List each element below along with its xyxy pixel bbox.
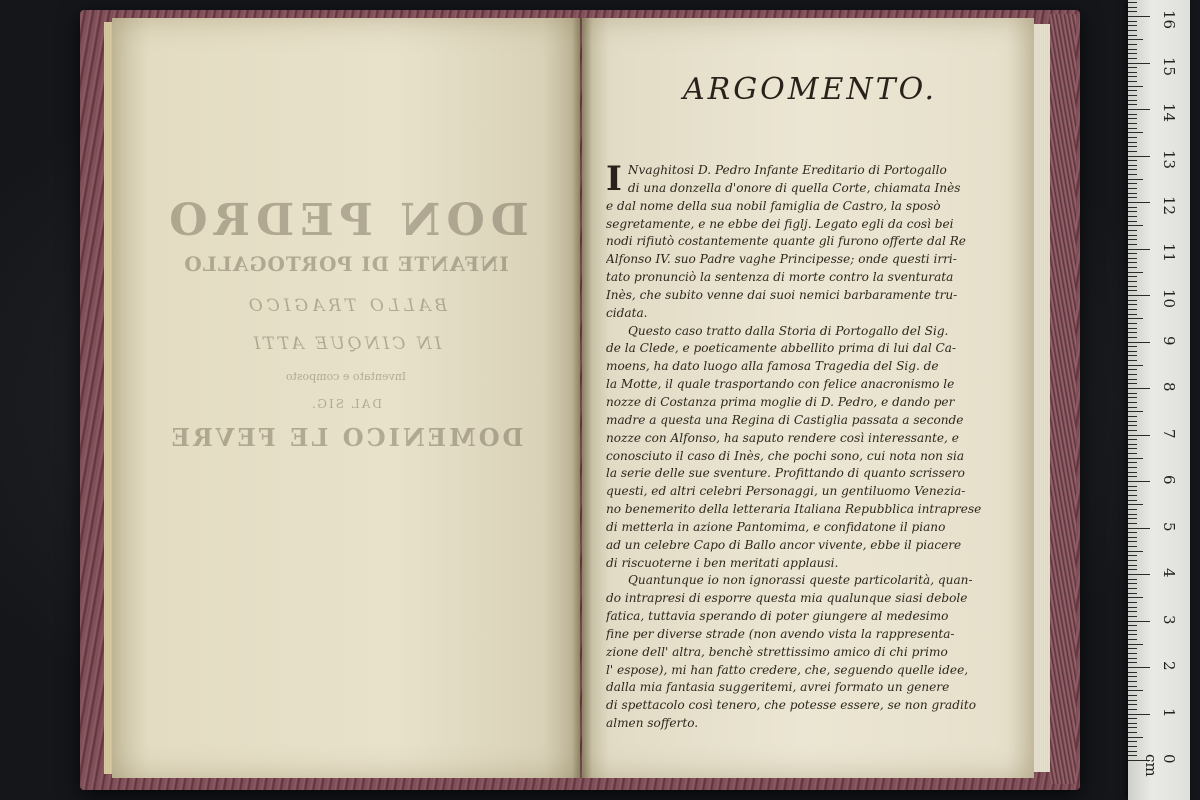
text-line: dalla mia fantasia suggeritemi, avrei formato un genere — [606, 680, 950, 695]
ruler-tick — [1128, 58, 1137, 59]
ruler-tick — [1128, 355, 1137, 356]
measuring-ruler — [1128, 0, 1190, 800]
ruler-tick — [1128, 653, 1137, 654]
ruler-tick — [1128, 49, 1137, 50]
ruler-tick — [1128, 700, 1137, 701]
text-line: tato pronunciò la sentenza di morte contro la sventurata — [606, 270, 954, 285]
ruler-tick — [1128, 169, 1137, 170]
ruler-tick — [1128, 39, 1143, 40]
ruler-tick — [1128, 411, 1143, 412]
ruler-number: 3 — [1160, 614, 1178, 625]
ruler-tick — [1128, 532, 1137, 533]
ruler-tick — [1128, 337, 1137, 338]
ruler-tick — [1128, 295, 1150, 296]
page-heading: ARGOMENTO. — [682, 72, 938, 107]
ruler-tick — [1128, 21, 1137, 22]
bleed-through-title — [112, 195, 580, 452]
text-line: ad un celebre Capo di Ballo ancor vivente, ebbe il piacere — [606, 537, 962, 552]
ruler-tick — [1128, 718, 1137, 719]
ruler-tick — [1128, 425, 1137, 426]
ruler-tick — [1128, 737, 1143, 738]
ruler-tick — [1128, 430, 1137, 431]
bleed-line: INFANTE DI PORTOGALLO — [183, 252, 509, 276]
ruler-tick — [1128, 667, 1150, 668]
ruler-tick — [1128, 458, 1143, 459]
ruler-tick — [1128, 104, 1137, 105]
ruler-tick — [1128, 290, 1137, 291]
ruler-tick — [1128, 741, 1137, 742]
ruler-tick — [1128, 253, 1137, 254]
ruler-tick — [1128, 202, 1150, 203]
ruler-tick — [1128, 30, 1137, 31]
ruler-tick — [1128, 239, 1137, 240]
ruler-tick — [1128, 379, 1137, 380]
ruler-tick — [1128, 588, 1137, 589]
text-line: moens, ha dato luogo alla famosa Tragedia del Sig. de — [606, 359, 939, 374]
ruler-tick — [1128, 467, 1137, 468]
ruler-tick — [1128, 723, 1137, 724]
ruler-tick — [1128, 597, 1143, 598]
bleed-line: DAL SIG. — [310, 397, 383, 411]
ruler-tick — [1128, 300, 1137, 301]
ruler-tick — [1128, 537, 1137, 538]
ruler-tick — [1128, 44, 1137, 45]
ruler-tick — [1128, 435, 1150, 436]
ruler-tick — [1128, 658, 1137, 659]
ruler-tick — [1128, 95, 1137, 96]
bleed-line: IN CINQUE ATTI — [250, 334, 442, 354]
ruler-tick — [1128, 328, 1137, 329]
ruler-tick — [1128, 462, 1137, 463]
ruler-tick — [1128, 276, 1137, 277]
ruler-tick — [1128, 332, 1137, 333]
ruler-tick — [1128, 230, 1137, 231]
ruler-number: 2 — [1160, 661, 1178, 671]
ruler-tick — [1128, 165, 1137, 166]
text-line: di una donzella d'onore di quella Corte, chiamata Inès — [627, 180, 961, 195]
text-line: Nvaghitosi D. Pedro Infante Ereditario di Portogallo — [627, 163, 947, 177]
ruler-tick — [1128, 481, 1150, 482]
ruler-number: 13 — [1160, 149, 1178, 169]
body-text — [606, 159, 1020, 733]
ruler-tick — [1128, 704, 1137, 705]
ruler-tick — [1128, 25, 1137, 26]
ruler-tick — [1128, 137, 1137, 138]
book-cover-edge — [1050, 14, 1076, 784]
ruler-tick — [1128, 72, 1137, 73]
ruler-number: 9 — [1160, 335, 1178, 346]
ruler-tick — [1128, 509, 1137, 510]
ruler-tick — [1128, 346, 1137, 347]
ruler-tick — [1128, 574, 1150, 575]
ruler-tick — [1128, 221, 1137, 222]
ruler-tick — [1128, 53, 1137, 54]
ruler-tick — [1128, 630, 1137, 631]
ruler-tick — [1128, 625, 1137, 626]
ruler-tick — [1128, 583, 1137, 584]
ruler-tick — [1128, 500, 1137, 501]
ruler-tick — [1128, 639, 1137, 640]
bleed-line: DON PEDRO — [163, 195, 529, 246]
ruler-number: 8 — [1160, 382, 1178, 392]
ruler-tick — [1128, 695, 1137, 696]
ruler-tick — [1128, 528, 1150, 529]
ruler-tick — [1128, 755, 1137, 756]
ruler-tick — [1128, 365, 1143, 366]
text-line: no benemerito della letteraria Italiana Repubblica intraprese — [606, 502, 982, 517]
ruler-tick — [1128, 672, 1137, 673]
ruler-tick — [1128, 551, 1143, 552]
ruler-number: 14 — [1160, 103, 1178, 123]
ruler-tick — [1128, 514, 1137, 515]
ruler-tick — [1128, 541, 1137, 542]
ruler-tick — [1128, 402, 1137, 403]
ruler-tick — [1128, 648, 1137, 649]
ruler-tick — [1128, 686, 1137, 687]
ruler-tick — [1128, 607, 1137, 608]
ruler-tick — [1128, 286, 1137, 287]
ruler-tick — [1128, 504, 1143, 505]
ruler-tick — [1128, 151, 1137, 152]
ruler-tick — [1128, 714, 1150, 715]
ruler-tick — [1128, 727, 1137, 728]
ruler-tick — [1128, 746, 1137, 747]
drop-cap: I — [606, 159, 622, 199]
ruler-tick — [1128, 211, 1137, 212]
ruler-tick — [1128, 602, 1137, 603]
ruler-tick — [1128, 114, 1137, 115]
ruler-tick — [1128, 179, 1143, 180]
text-line: questi, ed altri celebri Personaggi, un gentiluomo Venezia- — [606, 484, 966, 499]
text-line: di riscuoterne i ben meritati applausi. — [606, 555, 839, 570]
ruler-tick — [1128, 681, 1137, 682]
ruler-number: 16 — [1160, 10, 1178, 30]
ruler-tick — [1128, 579, 1137, 580]
ruler-tick — [1128, 393, 1137, 394]
text-line: Inès, che subito venne dai suoi nemici barbaramente tru- — [606, 287, 958, 302]
ruler-tick — [1128, 593, 1137, 594]
ruler-tick — [1128, 560, 1137, 561]
ruler-tick — [1128, 225, 1143, 226]
ruler-tick — [1128, 472, 1137, 473]
ruler-tick — [1128, 118, 1137, 119]
ruler-tick — [1128, 156, 1150, 157]
ruler-tick — [1128, 193, 1137, 194]
ruler-tick — [1128, 267, 1137, 268]
ruler-tick — [1128, 662, 1137, 663]
ruler-number: 6 — [1160, 475, 1178, 485]
ruler-number: 0 cm — [1142, 754, 1178, 777]
text-line: zione dell' altra, benchè strettissimo amico di chi primo — [606, 644, 948, 659]
bleed-line: BALLO TRAGICO — [244, 296, 448, 316]
bleed-line: Inventato e composto — [285, 370, 407, 383]
ruler-tick — [1128, 207, 1137, 208]
ruler-number: 11 — [1160, 242, 1178, 262]
ruler-tick — [1128, 35, 1137, 36]
ruler-tick — [1128, 388, 1150, 389]
ruler-number: 15 — [1160, 56, 1178, 76]
ruler-tick — [1128, 109, 1150, 110]
ruler-tick — [1128, 555, 1137, 556]
ruler-tick — [1128, 634, 1137, 635]
ruler-tick — [1128, 439, 1137, 440]
ruler-tick — [1128, 314, 1137, 315]
ruler-tick — [1128, 518, 1137, 519]
ruler-tick — [1128, 732, 1137, 733]
ruler-tick — [1128, 453, 1137, 454]
ruler-tick — [1128, 444, 1137, 445]
text-line: nozze con Alfonso, ha saputo rendere così interessante, e — [606, 430, 959, 445]
ruler-number: 12 — [1160, 196, 1178, 216]
ruler-tick — [1128, 611, 1137, 612]
ruler-tick — [1128, 565, 1137, 566]
text-line: di metterla in azione Pantomima, e confidatone il piano — [606, 519, 946, 534]
ruler-tick — [1128, 188, 1137, 189]
ruler-number: 7 — [1160, 428, 1178, 439]
text-line: Questo caso tratto dalla Storia di Portogallo del Sig. — [628, 323, 949, 338]
ruler-tick — [1128, 262, 1137, 263]
ruler-tick — [1128, 258, 1137, 259]
text-line: nozze di Costanza prima moglie di D. Pedro, e dando per — [606, 394, 955, 409]
text-line: l' espose), mi han fatto credere, che, seguendo quelle idee, — [606, 662, 969, 677]
ruler-tick — [1128, 100, 1137, 101]
ruler-number: 1 — [1160, 707, 1178, 718]
bleed-line: DOMENICO LE FEVRE — [168, 423, 524, 452]
ruler-tick — [1128, 407, 1137, 408]
ruler-tick — [1128, 318, 1143, 319]
ruler-number: 5 — [1160, 521, 1178, 532]
ruler-tick — [1128, 81, 1137, 82]
ruler-tick — [1128, 123, 1137, 124]
ruler-tick — [1128, 644, 1143, 645]
ruler-tick — [1128, 67, 1137, 68]
ruler-tick — [1128, 160, 1137, 161]
ruler-tick — [1128, 142, 1137, 143]
text-line: Quantunque io non ignorassi queste particolarità, quan- — [628, 573, 973, 588]
text-line: conosciuto il caso di Inès, che pochi sono, cui nota non sia — [606, 448, 965, 463]
ruler-tick — [1128, 751, 1137, 752]
ruler-tick — [1128, 90, 1137, 91]
ruler-tick — [1128, 216, 1137, 217]
ruler-tick — [1128, 616, 1137, 617]
ruler-tick — [1128, 569, 1137, 570]
ruler-tick — [1128, 523, 1137, 524]
text-line: e dal nome della sua nobil famiglia de Castro, la sposò — [606, 198, 941, 213]
text-line: madre a questa una Regina di Castiglia passata a seconde — [606, 412, 964, 427]
ruler-tick — [1128, 621, 1150, 622]
text-line: fine per diverse strade (non avendo vista la rappresenta- — [606, 626, 955, 641]
ruler-tick — [1128, 132, 1143, 133]
ruler-tick — [1128, 281, 1137, 282]
ruler-tick — [1128, 63, 1150, 64]
ruler-tick — [1128, 546, 1137, 547]
ruler-tick — [1128, 11, 1137, 12]
ruler-tick — [1128, 490, 1137, 491]
ruler-tick — [1128, 128, 1137, 129]
ruler-tick — [1128, 374, 1137, 375]
ruler-tick — [1128, 76, 1137, 77]
text-line: de la Clede, e poeticamente abbellito prima di lui dal Ca- — [606, 341, 957, 356]
ruler-tick — [1128, 351, 1137, 352]
ruler-tick — [1128, 360, 1137, 361]
text-line: Alfonso IV. suo Padre vaghe Principesse; onde questi irri- — [606, 252, 957, 267]
ruler-tick — [1128, 183, 1137, 184]
ruler-tick — [1128, 309, 1137, 310]
ruler-tick — [1128, 86, 1143, 87]
text-line: do intrapresi di esporre questa mia qualunque siasi debole — [606, 591, 968, 606]
ruler-tick — [1128, 146, 1137, 147]
text-line: fatica, tuttavia sperando di poter giungere al medesimo — [606, 609, 949, 624]
ruler-tick — [1128, 397, 1137, 398]
text-line: segretamente, e ne ebbe dei figlj. Legato egli da così bei — [606, 216, 954, 231]
text-line: la Motte, il quale trasportando con felice anacronismo le — [606, 377, 955, 392]
ruler-tick — [1128, 272, 1143, 273]
ruler-tick — [1128, 690, 1143, 691]
text-line: nodi rifiutò costantemente quante gli furono offerte dal Re — [606, 234, 966, 249]
ruler-tick — [1128, 244, 1137, 245]
ruler-number: 4 — [1160, 568, 1178, 578]
ruler-tick — [1128, 676, 1137, 677]
ruler-tick — [1128, 476, 1137, 477]
ruler-tick — [1128, 323, 1137, 324]
ruler-tick — [1128, 197, 1137, 198]
ruler-tick — [1128, 7, 1137, 8]
ruler-tick — [1128, 235, 1137, 236]
text-line: la serie delle sue sventure. Profittando di quanto scrissero — [606, 466, 965, 481]
ruler-tick — [1128, 369, 1137, 370]
ruler-tick — [1128, 16, 1150, 17]
ruler-number: 10 — [1160, 289, 1178, 309]
ruler-tick — [1128, 342, 1150, 343]
text-line: di spettacolo così tenero, che potesse essere, se non gradito — [606, 698, 976, 713]
ruler-tick — [1128, 495, 1137, 496]
ruler-tick — [1128, 709, 1137, 710]
ruler-tick — [1128, 2, 1137, 3]
ruler-tick — [1128, 486, 1137, 487]
ruler-tick — [1128, 304, 1137, 305]
text-line: almen sofferto. — [606, 716, 699, 731]
ruler-tick — [1128, 383, 1137, 384]
ruler-tick — [1128, 421, 1137, 422]
ruler-tick — [1128, 174, 1137, 175]
text-line: cidata. — [606, 305, 648, 320]
ruler-tick — [1128, 249, 1150, 250]
ruler-tick — [1128, 448, 1137, 449]
ruler-tick — [1128, 416, 1137, 417]
